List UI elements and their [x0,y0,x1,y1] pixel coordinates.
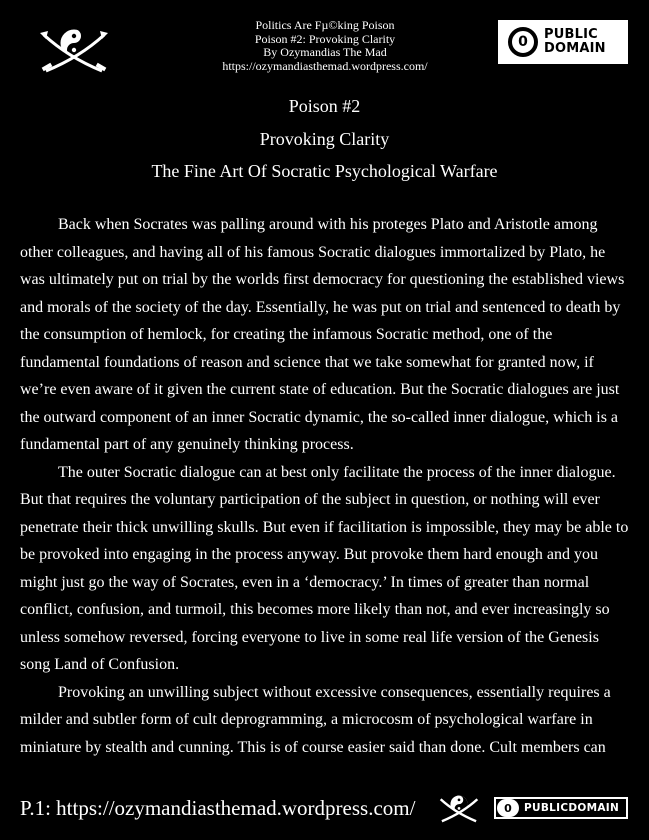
paragraph-line: other colleagues, and having all of his famous Socratic dialogues immortalized by Plato, he [20,243,606,261]
footer-page-url[interactable]: P.1: https://ozymandiasthemad.wordpress.com/ [20,796,416,820]
series-title: Politics Are Fµ©king Poison [255,18,395,32]
paragraph-line: But that requires the voluntary participation of the subject in question, or nothing will ever [20,491,600,508]
public-domain-zero-icon: 0 [508,27,538,57]
public-domain-label: PUBLIC DOMAIN [544,27,606,56]
paragraph-line: we’re even aware of it given the current state of education. But the Socratic dialogues are just [20,381,620,398]
paragraph-line: the consumption of hemlock, for creating the infamous Socratic method, one of the [20,326,553,343]
paragraph-line: was ultimately put on trial by the worlds first democracy for questioning the established views [20,271,625,288]
header-url[interactable]: https://ozymandiasthemad.wordpress.com/ [222,58,428,73]
paragraph-line: unless somehow reversed, forcing everyone to live in some real life version of the Genesis [20,628,599,646]
body-paragraph [20,459,628,679]
header-info [180,19,470,73]
paragraph-line: song Land of Confusion. [20,656,180,673]
body-paragraph [20,679,628,762]
footer-public-domain-zero-icon: 0 [497,799,519,817]
footer-public-domain-label: PUBLICDOMAIN [524,802,620,814]
body-paragraph [20,211,628,459]
paragraph-line: the outward component of an inner Socratic dynamic, the so-called inner dialogue, which is a [20,408,619,426]
author-line: By Ozymandias The Mad [263,45,387,59]
title-block [0,90,649,188]
paragraph-line: miniature by stealth and cunning. This is of course easier said than done. Cult members can [20,738,606,756]
paragraph-line: Back when Socrates was palling around with his proteges Plato and Aristotle among [58,216,598,233]
public-domain-badge [498,20,628,64]
paragraph-line: conflict, confusion, and turmoil, this becomes more likely than not, and ever increasingly so [20,601,610,618]
footer-public-domain-badge [494,797,628,819]
essay-title: Provoking Clarity [259,128,390,149]
yin-yang-crossed-swords-logo [38,27,110,75]
poison-subtitle: Poison #2: Provoking Clarity [254,31,396,46]
paragraph-line: milder and subtler form of cult deprogramming, a microcosm of psychological warfare in [20,711,593,728]
paragraph-line: The outer Socratic dialogue can at best only facilitate the process of the inner dialogue. [58,463,616,481]
paragraph-line: penetrate their thick unwilling skulls. But even if facilitation is impossible, they may be able to [20,518,629,536]
paragraph-line: might just go the way of Socrates, even in a ‘democracy.’ In times of greater than normal [20,573,590,591]
paragraph-line: fundamental foundations of reason and science that we take somewhat for granted now, if [20,353,594,371]
paragraph-line: and morals of the society of the day. Essentially, he was put on trial and sentenced to death by [20,298,621,316]
essay-tagline: The Fine Art Of Socratic Psychological Warfare [151,161,498,181]
footer-yin-yang-swords-logo [437,794,481,824]
paragraph-line: fundamental part of any genuinely thinking process. [20,436,354,453]
paragraph-line: Provoking an unwilling subject without excessive consequences, essentially requires a [58,683,611,701]
poison-number-title: Poison #2 [288,96,361,116]
essay-body [20,211,628,761]
paragraph-line: be provoked into engaging in the process anyway. But provoke them hard enough and you [20,546,598,563]
